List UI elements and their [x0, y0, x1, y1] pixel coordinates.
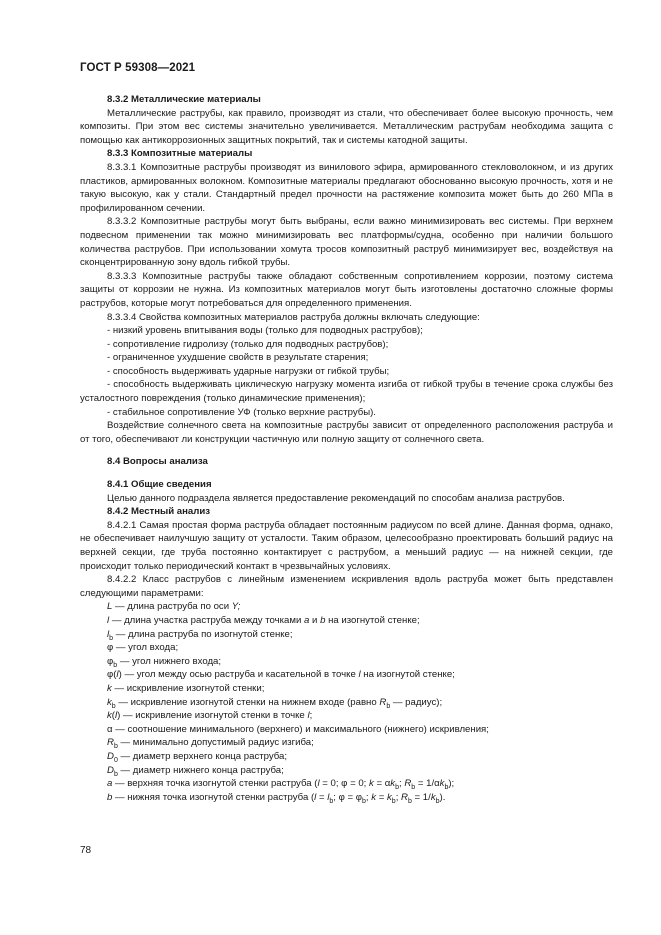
definition-D0: $D_0$ — диаметр верхнего конца раструба;	[107, 750, 288, 764]
definition-point-b: b — нижняя точка изогнутой стенки раструба ($l = l_b$; $\varphi = \varphi_b$; $k = k_b$; $R_b = 1/k_b$).	[107, 791, 446, 805]
paragraph: 8.3.3.3 Композитные раструбы также обладают собственным сопротивлением коррозии, поэтому система защиты от коррозии не нужна. Из композитных материалов могут быть изготовлены достаточно сложные формы раструбов, которые могут потребоваться для определенного применения.	[80, 270, 613, 309]
definition-phil: φ(l) — угол между осью раструба и касательной в точке l на изогнутой стенке;	[107, 669, 455, 681]
section-heading-8-4-1: 8.4.1 Общие сведения	[107, 479, 212, 491]
list-item: - способность выдерживать ударные нагрузки от гибкой трубы;	[107, 365, 390, 377]
paragraph: 8.4.2.2 Класс раструбов с линейным изменением искривления вдоль раструба может быть представлен следующими параметрами:	[80, 574, 613, 599]
page-content	[80, 93, 613, 804]
section-heading-8-3-3: 8.3.3 Композитные материалы	[107, 148, 253, 160]
definition-L: L — длина раструба по оси Y;	[107, 601, 241, 613]
definition-l: l — длина участка раструба между точками a и b на изогнутой стенке;	[107, 614, 420, 626]
definition-Rb: $R_b$ — минимально допустимый радиус изгиба;	[107, 737, 314, 751]
paragraph: 8.3.3.1 Композитные раструбы производят из винилового эфира, армированного стекловолокном, и из других пластиков, армированных волокном. Композитные материалы предлагают обоснованно высокую прочность, хотя и не такую высокую, как у стали. Стандартный предел прочности на растяжение композита может быть до 260 МПа в профилированном сечении.	[80, 161, 613, 214]
paragraph: Металлические раструбы, как правило, производят из стали, что обеспечивает более высокую прочность, чем композиты. При этом вес системы значительно увеличивается. Металлическим раструбам необходима защита с помощью как антикоррозионных защитных покрытий, так и системы катодной защиты.	[80, 107, 613, 146]
section-heading-8-4: 8.4 Вопросы анализа	[107, 456, 208, 468]
paragraph: Воздействие солнечного света на композитные раструбы зависит от определенного расположения раструба и от того, обеспечивают ли конструкции частичную или полную защиту от солнечного света.	[80, 420, 613, 445]
list-item: - сопротивление гидролизу (только для подводных раструбов);	[107, 338, 389, 350]
definition-kl: k(l) — искривление изогнутой стенки в точке l;	[107, 710, 313, 722]
definition-lb: $l_b$ — длина раструба по изогнутой стенке;	[107, 628, 293, 642]
page-number: 78	[80, 845, 92, 856]
paragraph: Целью данного подраздела является предоставление рекомендаций по способам анализа раструбов.	[107, 492, 565, 504]
definition-kb: $k_b$ — искривление изогнутой стенки на нижнем входе (равно $R_b$ — радиус);	[107, 696, 443, 710]
definition-k: k — искривление изогнутой стенки;	[107, 682, 265, 694]
definition-phib: $\varphi_b$ — угол нижнего входа;	[107, 655, 222, 669]
list-item: - способность выдерживать циклическую нагрузку момента изгиба от гибкой трубы в течение срока службы без усталостного повреждения (только динамические применения);	[80, 379, 613, 405]
definition-point-a: a — верхняя точка изогнутой стенки раструба (l = 0; φ = 0; $k = \alpha k_b$; $R_b = 1/\alpha k_b$);	[107, 778, 455, 791]
paragraph: 8.4.2.1 Самая простая форма раструба обладает постоянным радиусом по всей длине. Данная форма, однако, не обеспечивает наилучшую защиту от усталости. Таким образом, целесообразно проектировать больший радиус на верхней секции, где труба постоянно контактирует с раструбом, а меньший радиус — на нижней секции, где происходит только периодический контакт в чрезвычайных условиях.	[80, 519, 613, 572]
section-heading-8-3-2: 8.3.2 Металлические материалы	[107, 94, 261, 105]
list-item: - стабильное сопротивление УФ (только верхние раструбы).	[107, 406, 376, 418]
section-heading-8-4-2: 8.4.2 Местный анализ	[107, 506, 211, 518]
definition-Db: $D_b$ — диаметр нижнего конца раструба;	[107, 764, 284, 778]
definition-phi: φ — угол входа;	[107, 642, 179, 654]
paragraph: 8.3.3.4 Свойства композитных материалов раструба должны включать следующие:	[107, 311, 480, 323]
list-item: - низкий уровень впитывания воды (только для подводных раструбов);	[107, 325, 423, 337]
paragraph: 8.3.3.2 Композитные раструбы могут быть выбраны, если важно минимизировать вес системы. При верхнем подвесном применении так можно минимизировать вес платформы/судна, особенно при наличии большого количества раструбов. При использовании хомута тросов композитный раструб минимизирует вес, воздействуя на сконцентрированную зону вдоль гибкой трубы.	[80, 216, 613, 269]
definition-alpha: α — соотношение минимального (верхнего) и максимального (нижнего) искривления;	[107, 723, 489, 735]
document-id: ГОСТ Р 59308—2021	[80, 62, 196, 74]
list-item: - ограниченное ухудшение свойств в результате старения;	[107, 352, 369, 364]
